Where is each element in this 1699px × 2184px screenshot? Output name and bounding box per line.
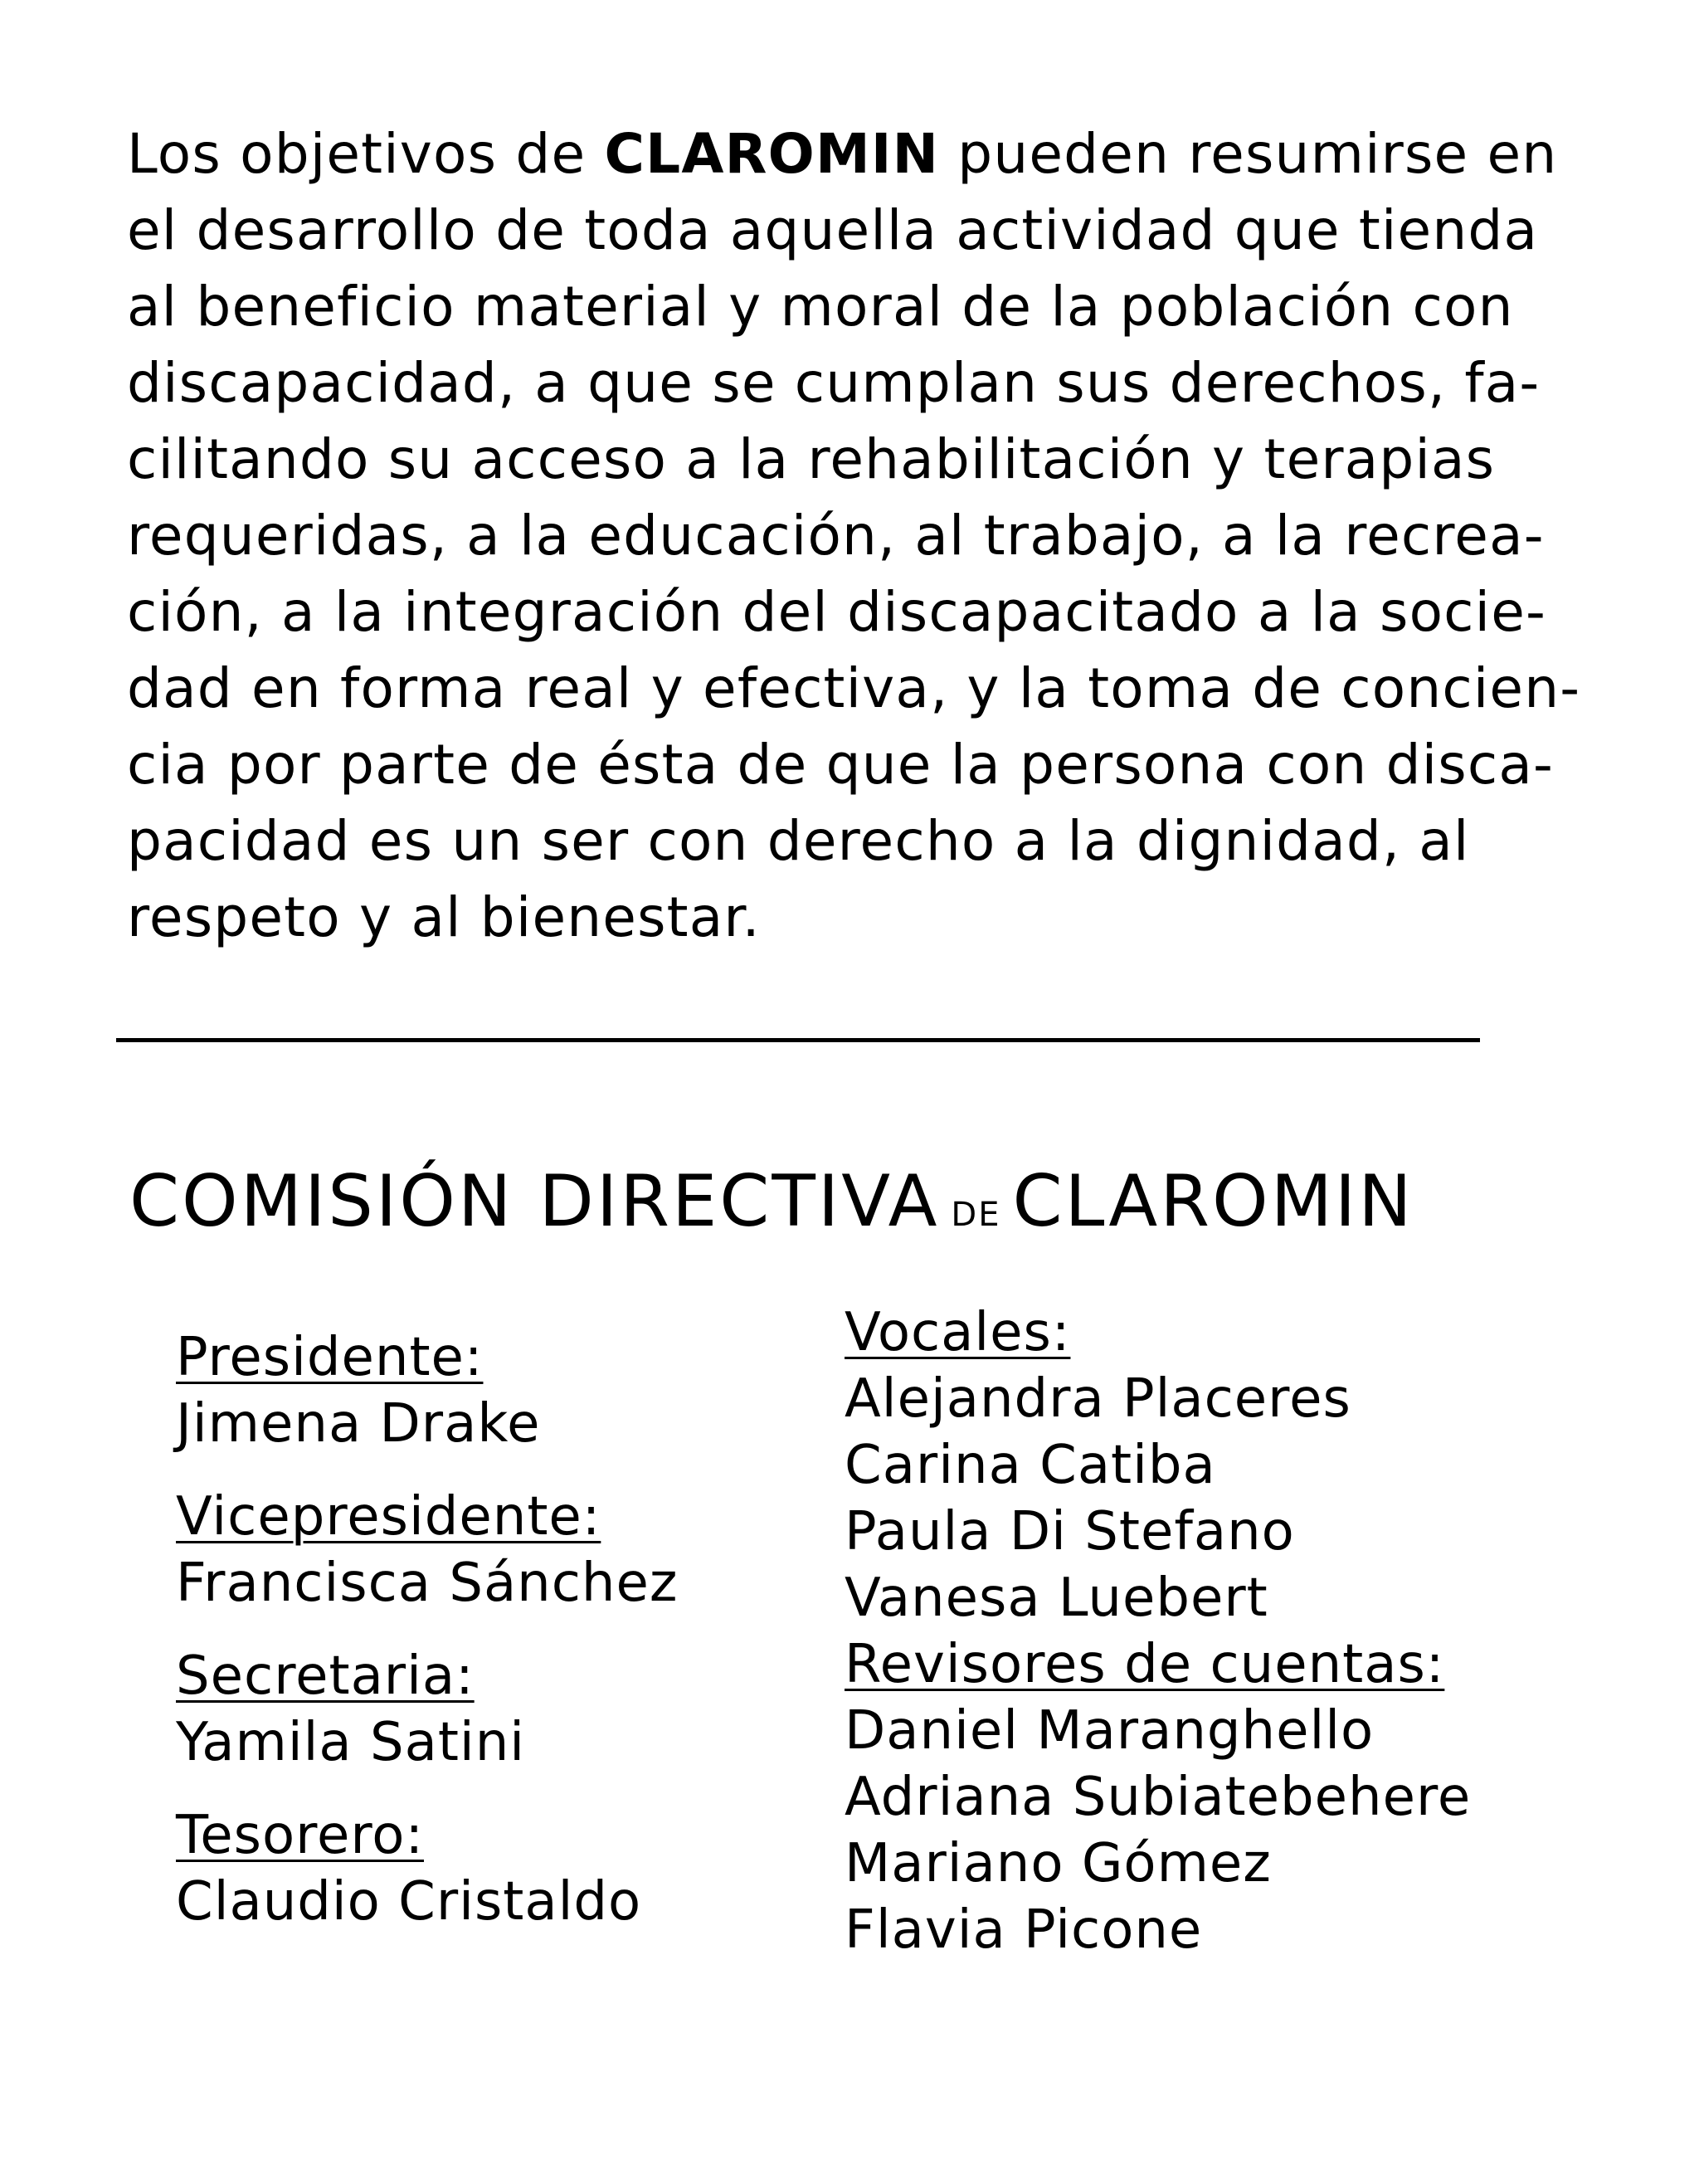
role-title: Vocales: [845,1302,1071,1363]
intro-line: dad en forma real y efectiva, y la toma de concien- [127,656,1581,720]
intro-text: pueden resumirse en [939,122,1558,186]
role-group-secretaria [176,1643,806,1776]
brand-name: CLAROMIN [604,122,940,186]
left-column [176,1324,806,1962]
intro-line: pacidad es un ser con derecho a la dignidad, al [127,809,1470,873]
role-group-vocales [845,1299,1591,1631]
intro-line: al beneficio material y moral de la población con [127,275,1514,339]
intro-text: Los objetivos de [127,122,605,186]
member-name: Daniel Maranghello [845,1700,1375,1762]
member-name: Yamila Satini [176,1712,526,1773]
heading-small-connector: DE [951,1196,1001,1234]
intro-line: el desarrollo de toda aquella actividad que tienda [127,198,1539,262]
right-column [845,1299,1591,1963]
member-name: Jimena Drake [176,1393,541,1455]
role-group-revisores [845,1631,1591,1963]
intro-line [127,116,1557,193]
role-title: Presidente: [176,1327,484,1388]
intro-line: respeto y al bienestar. [127,885,761,949]
role-group-presidente [176,1324,806,1457]
member-name: Carina Catiba [845,1435,1216,1496]
member-name: Alejandra Placeres [845,1368,1351,1430]
member-name: Francisca Sánchez [176,1553,679,1614]
member-name: Vanesa Luebert [845,1567,1268,1629]
heading-org-name: CLAROMIN [1012,1160,1414,1243]
member-name: Adriana Subiatebehere [845,1767,1472,1828]
role-group-vicepresidente [176,1484,806,1616]
role-title: Vicepresidente: [176,1486,601,1548]
heading-main: COMISIÓN DIRECTIVA [129,1160,940,1243]
section-divider [116,1038,1480,1042]
intro-line: cilitando su acceso a la rehabilitación y terapias [127,427,1496,491]
intro-line: discapacidad, a que se cumplan sus derechos, fa- [127,351,1541,415]
role-title: Tesorero: [176,1805,424,1866]
role-title: Secretaria: [176,1645,475,1707]
member-name: Mariano Gómez [845,1833,1272,1894]
intro-line: ción, a la integración del discapacitado a la socie- [127,580,1547,644]
member-name: Paula Di Stefano [845,1501,1295,1562]
intro-line: cia por parte de ésta de que la persona con disca- [127,733,1554,797]
role-title: Revisores de cuentas: [845,1634,1445,1695]
member-name: Claudio Cristaldo [176,1871,642,1933]
member-name: Flavia Picone [845,1899,1203,1961]
role-group-tesorero [176,1802,806,1935]
board-heading [129,1160,1414,1256]
intro-line: requeridas, a la educación, al trabajo, a la recrea- [127,504,1545,568]
